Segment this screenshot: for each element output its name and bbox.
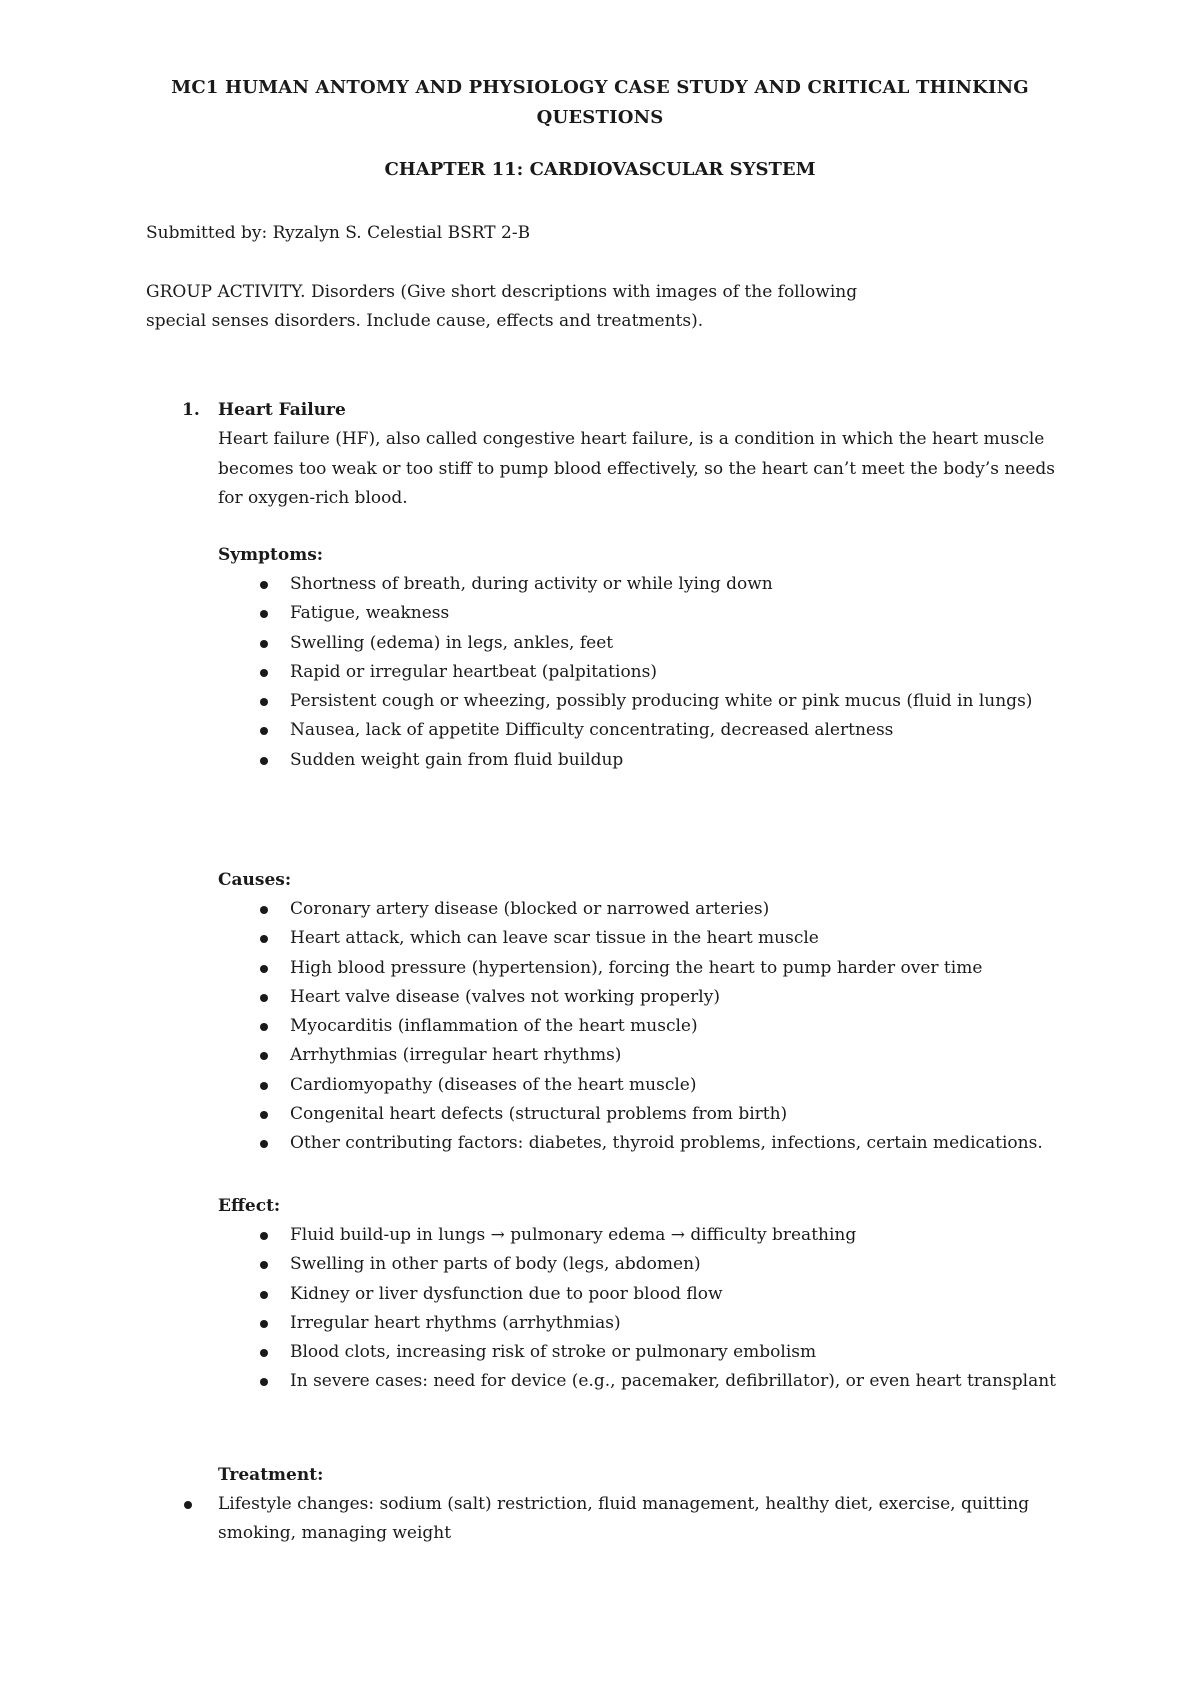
list-item: Swelling in other parts of body (legs, abdomen) — [290, 1250, 1070, 1279]
list-item: Other contributing factors: diabetes, thyroid problems, infections, certain medications. — [290, 1129, 1070, 1158]
chapter-heading: CHAPTER 11: CARDIOVASCULAR SYSTEM — [384, 159, 816, 180]
activity-line-1: GROUP ACTIVITY. Disorders (Give short descriptions with images of the following — [146, 282, 858, 302]
list-item: Nausea, lack of appetite Difficulty concentrating, decreased alertness — [290, 716, 1070, 745]
symptoms-list — [290, 570, 1070, 775]
bullet-icon — [260, 965, 268, 973]
list-item: Kidney or liver dysfunction due to poor blood flow — [290, 1280, 1070, 1309]
section-description: Heart failure (HF), also called congestive heart failure, is a condition in which the heart muscle becomes too weak or too stiff to pump blood effectively, so the heart can’t meet the body’s needs for oxygen-rich blood. — [218, 429, 1056, 508]
list-item: Coronary artery disease (blocked or narrowed arteries) — [290, 895, 1070, 924]
list-item: Fatigue, weakness — [290, 599, 1070, 628]
list-item: Rapid or irregular heartbeat (palpitations) — [290, 658, 1070, 687]
effect-list — [290, 1221, 1070, 1397]
bullet-icon — [260, 640, 268, 648]
section-number: 1. — [182, 400, 200, 420]
list-item: Persistent cough or wheezing, possibly producing white or pink mucus (fluid in lungs) — [290, 687, 1070, 716]
causes-heading: Causes: — [218, 870, 292, 890]
bullet-icon — [260, 581, 268, 589]
bullet-icon — [260, 1052, 268, 1060]
bullet-icon — [184, 1501, 192, 1509]
list-item: High blood pressure (hypertension), forcing the heart to pump harder over time — [290, 954, 1070, 983]
list-item: Lifestyle changes: sodium (salt) restriction, fluid management, healthy diet, exercise, quitting smoking, managing weight — [218, 1490, 1068, 1549]
list-item: Fluid build-up in lungs → pulmonary edema → difficulty breathing — [290, 1221, 1070, 1250]
bullet-icon — [260, 1082, 268, 1090]
activity-line-2: special senses disorders. Include cause, effects and treatments). — [146, 311, 704, 331]
bullet-icon — [260, 935, 268, 943]
list-item: Irregular heart rhythms (arrhythmias) — [290, 1309, 1070, 1338]
list-item: Shortness of breath, during activity or while lying down — [290, 570, 1070, 599]
bullet-icon — [260, 1378, 268, 1386]
bullet-icon — [260, 727, 268, 735]
bullet-icon — [260, 906, 268, 914]
list-item: Blood clots, increasing risk of stroke or pulmonary embolism — [290, 1338, 1070, 1367]
bullet-icon — [260, 669, 268, 677]
bullet-icon — [260, 698, 268, 706]
bullet-icon — [260, 1261, 268, 1269]
section-heading — [182, 396, 346, 425]
list-item: In severe cases: need for device (e.g., pacemaker, defibrillator), or even heart transplant — [290, 1367, 1070, 1396]
bullet-icon — [260, 1140, 268, 1148]
bullet-icon — [260, 610, 268, 618]
list-item: Heart attack, which can leave scar tissue in the heart muscle — [290, 924, 1070, 953]
list-item: Myocarditis (inflammation of the heart muscle) — [290, 1012, 1070, 1041]
symptoms-heading: Symptoms: — [218, 545, 324, 565]
bullet-icon — [260, 1232, 268, 1240]
bullet-icon — [260, 1320, 268, 1328]
treatment-heading: Treatment: — [218, 1465, 324, 1485]
submitted-by: Submitted by: Ryzalyn S. Celestial BSRT 2-B — [146, 223, 531, 243]
bullet-icon — [260, 1349, 268, 1357]
bullet-icon — [260, 757, 268, 765]
list-item: Heart valve disease (valves not working properly) — [290, 983, 1070, 1012]
bullet-icon — [260, 994, 268, 1002]
list-item: Swelling (edema) in legs, ankles, feet — [290, 629, 1070, 658]
list-item: Sudden weight gain from fluid buildup — [290, 746, 1070, 775]
list-item: Congenital heart defects (structural problems from birth) — [290, 1100, 1070, 1129]
bullet-icon — [260, 1023, 268, 1031]
causes-list — [290, 895, 1070, 1159]
bullet-icon — [260, 1291, 268, 1299]
treatment-list — [218, 1490, 1068, 1549]
group-activity-instructions — [146, 278, 1046, 336]
list-item: Cardiomyopathy (diseases of the heart muscle) — [290, 1071, 1070, 1100]
document-title: MC1 HUMAN ANTOMY AND PHYSIOLOGY CASE STUDY AND CRITICAL THINKING QUESTIONS — [171, 77, 1029, 128]
section-title: Heart Failure — [218, 400, 346, 420]
list-item: Arrhythmias (irregular heart rhythms) — [290, 1041, 1070, 1070]
bullet-icon — [260, 1111, 268, 1119]
effect-heading: Effect: — [218, 1196, 281, 1216]
